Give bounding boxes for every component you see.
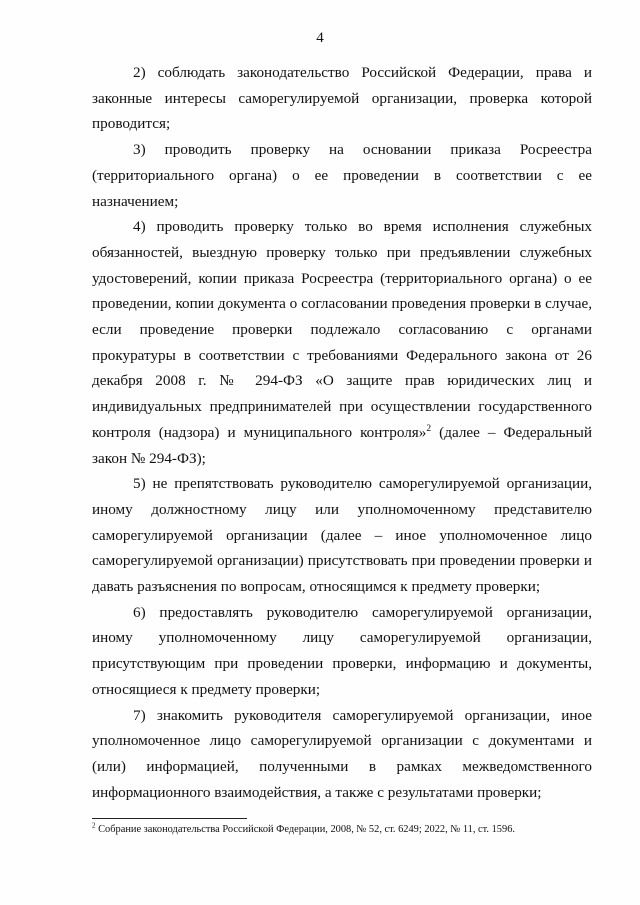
list-item-3: 3) проводить проверку на основании приказа Росреестра (территориального органа) о ее проведении в соответствии с ее назначением; — [92, 141, 592, 210]
document-body — [92, 60, 592, 805]
page-number: 4 — [316, 30, 324, 46]
footnote-mark: 2 — [92, 821, 96, 830]
list-item-4-text: 4) проводить проверку только во время исполнения служебных обязанностей, выездную проверку только при предъявлении служебных удостоверений, копии приказа Росреестра (территориального органа) о ее проведении, копии документа о согласовании проведения проверки в случае, если проведение проверки подлежало согласованию с органами прокуратуры в соответствии с требованиями Федерального закона от 26 декабря 2008 г. № 294-ФЗ «О защите прав юридических лиц и индивидуальных предпринимателей при осуществлении государственного контроля (надзора) и муниципального контроля» — [92, 218, 592, 441]
footnote-text: Собрание законодательства Российской Федерации, 2008, № 52, ст. 6249; 2022, № 11, ст. 1596. — [95, 824, 515, 835]
list-item-4-text-end: (далее – Федеральный закон № 294-ФЗ); — [92, 423, 592, 467]
list-item-5: 5) не препятствовать руководителю саморегулируемой организации, иному должностному лицу или уполномоченному представителю саморегулируемой организации (далее – иное уполномоченное лицо саморегулируемой организации) присутствовать при проведении проверки и давать разъяснения по вопросам, относящимся к предмету проверки; — [92, 475, 592, 596]
footnote-divider — [92, 818, 247, 819]
footnote — [92, 823, 592, 836]
list-item-7: 7) знакомить руководителя саморегулируемой организации, иное уполномоченное лицо саморегулируемой организации с документами и (или) информацией, полученными в рамках межведомственного информационного взаимодействия, а также с результатами проверки; — [92, 706, 592, 801]
footnote-reference[interactable]: 2 — [426, 423, 432, 434]
list-item-4 — [92, 214, 592, 471]
list-item-6: 6) предоставлять руководителю саморегулируемой организации, иному уполномоченному лицу саморегулируемой организации, присутствующим при проведении проверки, информацию и документы, относящиеся к предмету проверки; — [92, 603, 592, 698]
list-item-2: 2) соблюдать законодательство Российской Федерации, права и законные интересы саморегулируемой организации, проверка которой проводится; — [92, 64, 592, 133]
